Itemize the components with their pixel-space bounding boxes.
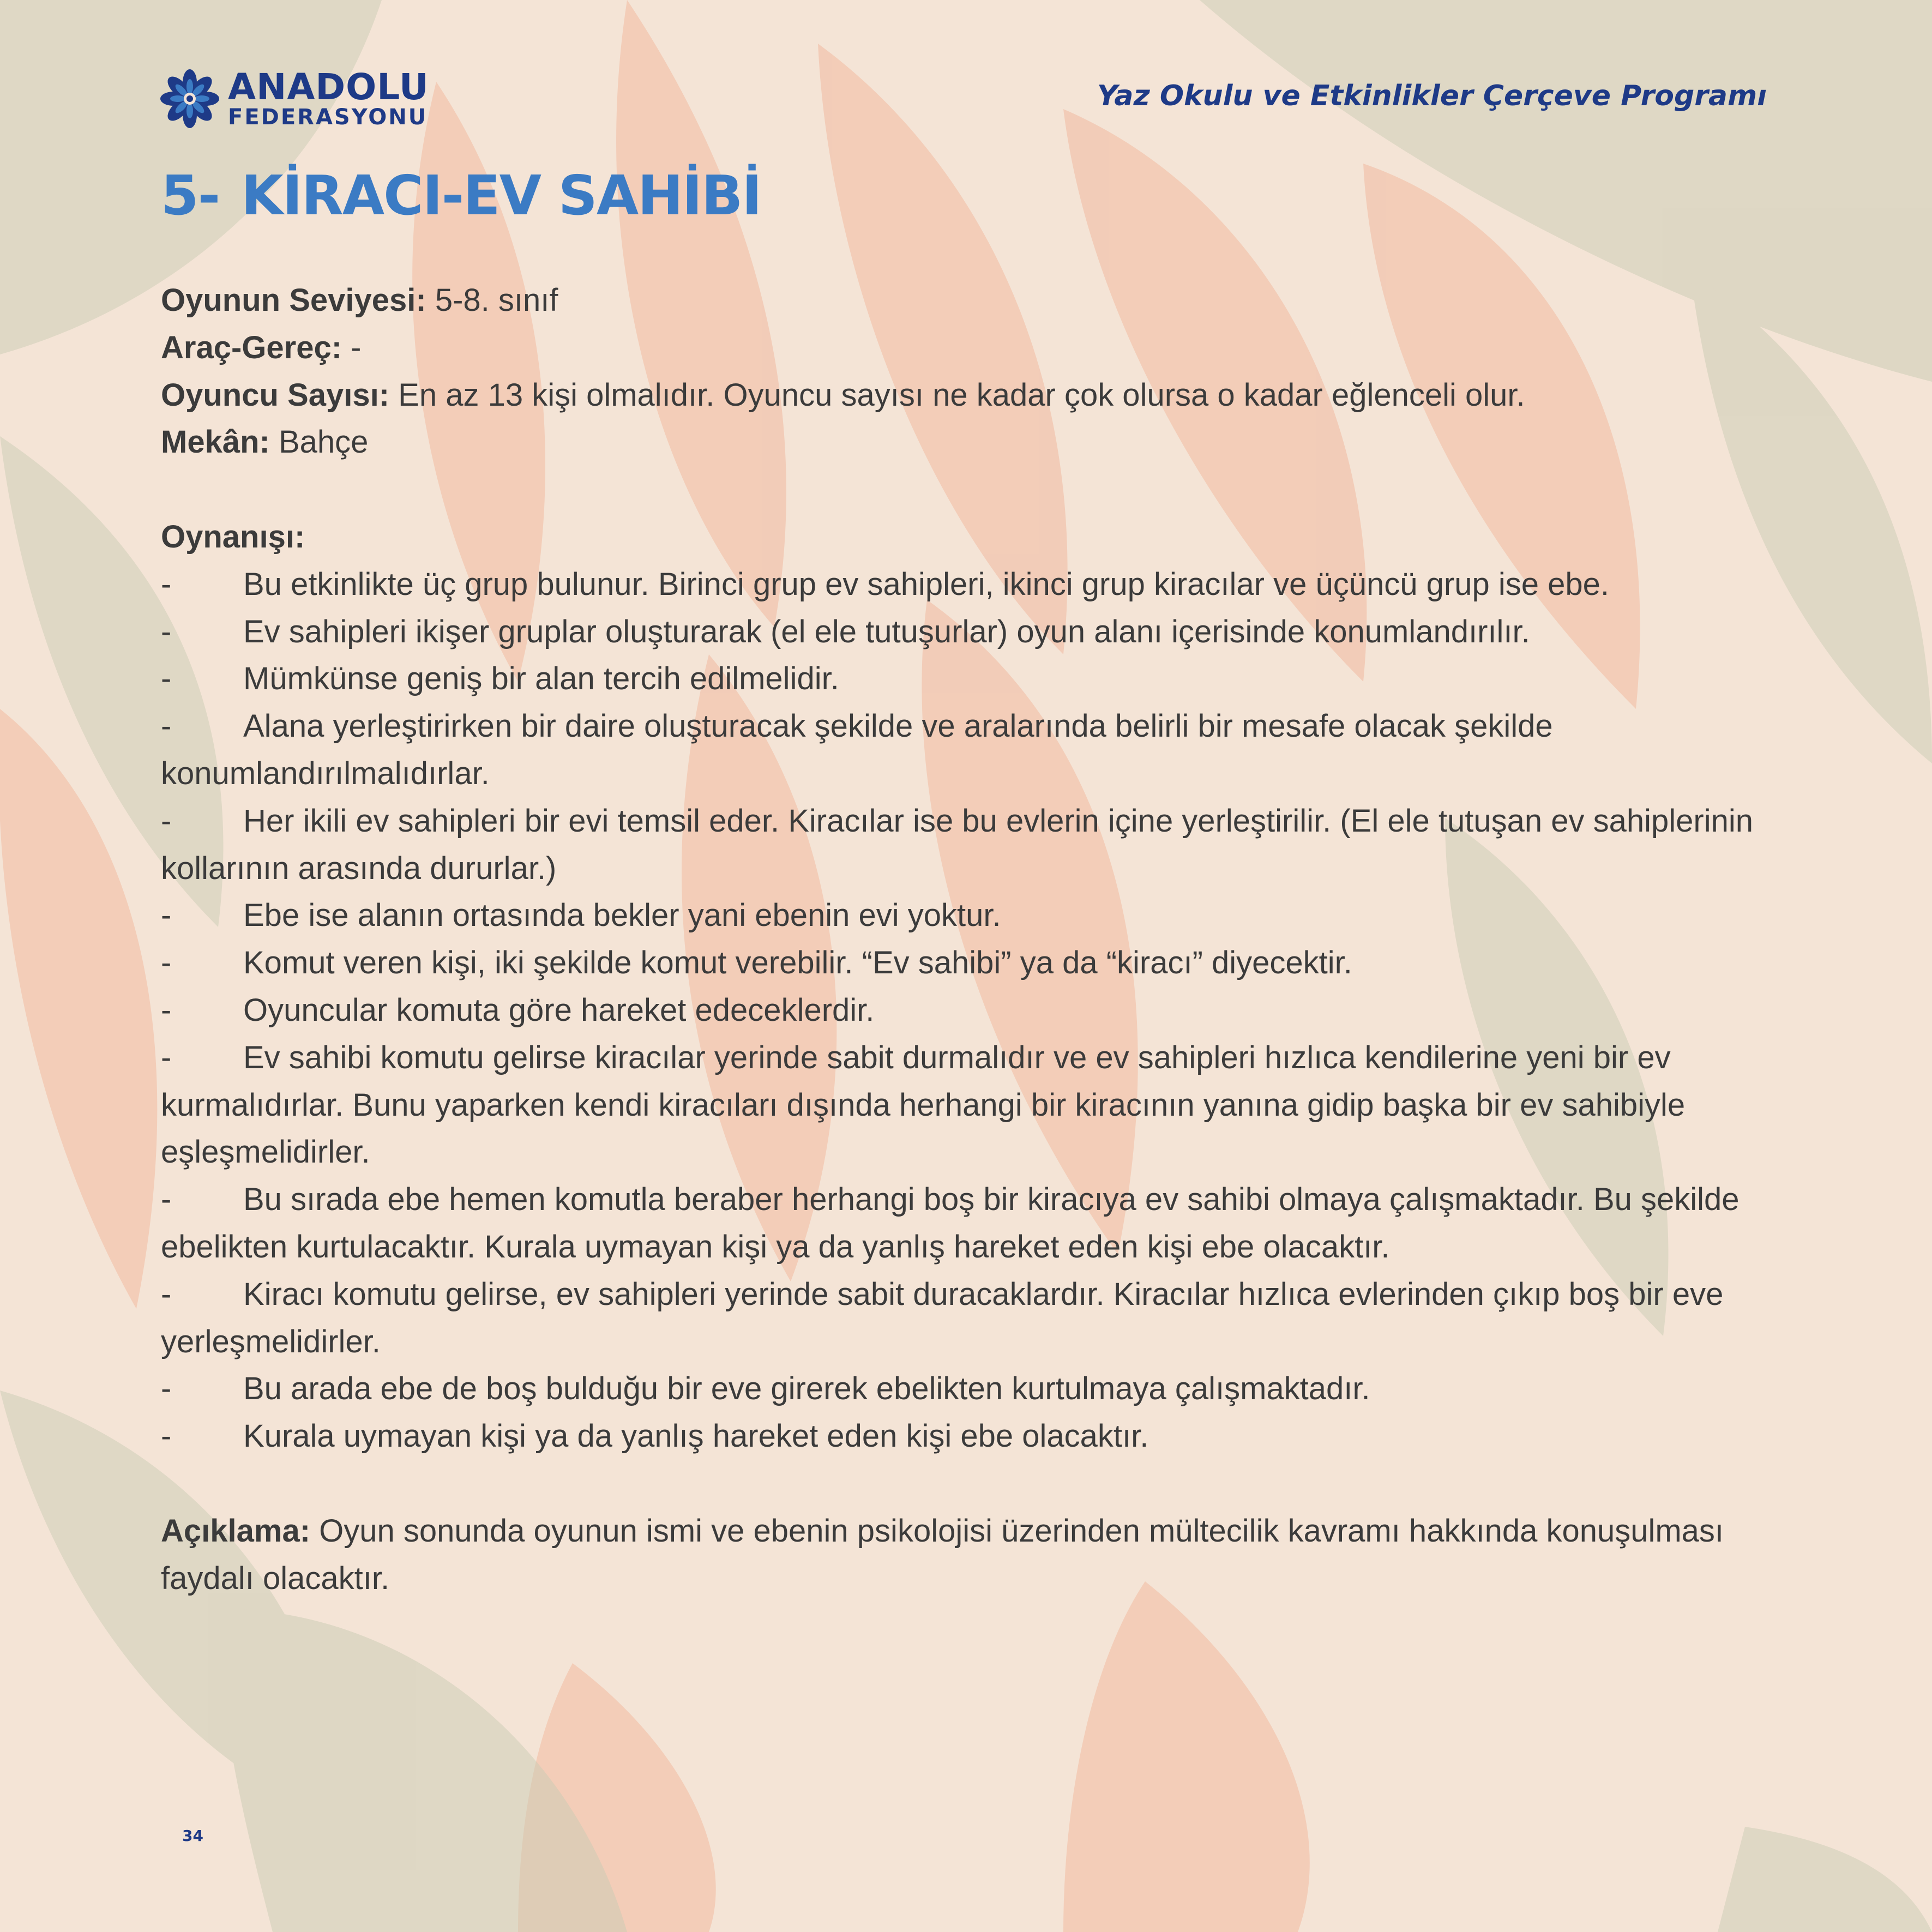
spacer	[161, 1460, 1775, 1508]
list-item	[161, 798, 1775, 893]
players-label: Oyuncu Sayısı:	[161, 377, 390, 413]
tools-value: -	[342, 329, 362, 365]
rosette-emblem-icon	[159, 68, 220, 129]
list-item	[161, 892, 1775, 940]
page-title	[161, 164, 761, 227]
bullet-dash: -	[161, 1039, 172, 1075]
list-item	[161, 1365, 1775, 1413]
level-label: Oyunun Seviyesi:	[161, 282, 426, 318]
tools-label: Araç-Gereç:	[161, 329, 342, 365]
list-item	[161, 1176, 1775, 1271]
logo-subtitle: FEDERASYONU	[228, 105, 428, 130]
list-item-text: Bu arada ebe de boş bulduğu bir eve girerek ebelikten kurtulmaya çalışmaktadır.	[243, 1371, 1370, 1407]
list-item-text: Kurala uymayan kişi ya da yanlış hareket eden kişi ebe olacaktır.	[243, 1418, 1149, 1454]
list-item-text: Kiracı komutu gelirse, ev sahipleri yerinde sabit duracaklardır. Kiracılar hızlıca evlerinden çıkıp boş bir eve yerleşmelidirler.	[161, 1276, 1724, 1359]
list-item	[161, 703, 1775, 798]
bullet-dash: -	[161, 1371, 172, 1407]
program-title: Yaz Okulu ve Etkinlikler Çerçeve Programı	[1097, 80, 1767, 112]
place-label: Mekân:	[161, 424, 270, 460]
document-body	[161, 277, 1775, 1602]
list-item-text: Ev sahipleri ikişer gruplar oluşturarak (el ele tutuşurlar) oyun alanı içerisinde konumlandırılır.	[243, 613, 1530, 649]
bullet-dash: -	[161, 992, 172, 1028]
players-value: En az 13 kişi olmalıdır. Oyuncu sayısı ne kadar çok olursa o kadar eğlenceli olur.	[389, 377, 1525, 413]
section-number: 5-	[161, 164, 220, 227]
bullet-dash: -	[161, 1418, 172, 1454]
list-item	[161, 561, 1775, 609]
level-value: 5-8. sınıf	[426, 282, 558, 318]
federation-logo	[159, 68, 429, 129]
list-item	[161, 1413, 1775, 1460]
bullet-dash: -	[161, 898, 172, 934]
info-players	[161, 372, 1775, 419]
bullet-dash: -	[161, 566, 172, 602]
spacer	[161, 466, 1775, 514]
list-item-text: Bu etkinlikte üç grup bulunur. Birinci grup ev sahipleri, ikinci grup kiracılar ve üçüncü grup ise ebe.	[243, 566, 1609, 602]
section-title: KİRACI-EV SAHİBİ	[241, 164, 761, 227]
info-tools	[161, 324, 1775, 372]
list-item-text: Mümkünse geniş bir alan tercih edilmelidir.	[243, 661, 839, 697]
explanation-text: Oyun sonunda oyunun ismi ve ebenin psikolojisi üzerinden mültecilik kavramı hakkında konuşulması faydalı olacaktır.	[161, 1513, 1724, 1596]
logo-name: ANADOLU	[228, 66, 429, 108]
list-item-text: Bu sırada ebe hemen komutla beraber herhangi boş bir kiracıya ev sahibi olmaya çalışmaktadır. Bu şekilde ebelikten kurtulacaktır. Kurala uymayan kişi ya da yanlış hareket eden kişi ebe olacaktır.	[161, 1182, 1740, 1265]
bullet-dash: -	[161, 803, 172, 839]
bullet-dash: -	[161, 708, 172, 744]
list-item-text: Alana yerleştirirken bir daire oluşturacak şekilde ve aralarında belirli bir mesafe olacak şekilde konumlandırılmalıdırlar.	[161, 708, 1553, 791]
explanation	[161, 1508, 1775, 1603]
list-item-text: Ebe ise alanın ortasında bekler yani ebenin evi yoktur.	[243, 898, 1001, 934]
gameplay-label: Oynanışı:	[161, 519, 305, 555]
page-number: 34	[182, 1827, 203, 1845]
list-item	[161, 609, 1775, 656]
bullet-dash: -	[161, 661, 172, 697]
info-level	[161, 277, 1775, 324]
place-value: Bahçe	[269, 424, 369, 460]
info-place	[161, 419, 1775, 466]
list-item	[161, 940, 1775, 987]
list-item-text: Komut veren kişi, iki şekilde komut verebilir. “Ev sahibi” ya da “kiracı” diyecektir.	[243, 945, 1352, 981]
bullet-dash: -	[161, 613, 172, 649]
list-item-text: Ev sahibi komutu gelirse kiracılar yerinde sabit durmalıdır ve ev sahipleri hızlıca kendilerine yeni bir ev kurmalıdırlar. Bunu yaparken kendi kiracıları dışında herhangi bir kiracının yanına gidip başka bir ev sahibiyle eşleşmelidirler.	[161, 1039, 1686, 1170]
bullet-dash: -	[161, 945, 172, 981]
list-item	[161, 655, 1775, 703]
list-item	[161, 987, 1775, 1034]
bullet-dash: -	[161, 1276, 172, 1312]
list-item-text: Her ikili ev sahipleri bir evi temsil eder. Kiracılar ise bu evlerin içine yerleştirilir. (El ele tutuşan ev sahiplerinin kollarının arasında dururlar.)	[161, 803, 1753, 886]
gameplay-list	[161, 561, 1775, 1460]
explanation-label: Açıklama:	[161, 1513, 311, 1549]
list-item	[161, 1271, 1775, 1366]
list-item	[161, 1034, 1775, 1176]
bullet-dash: -	[161, 1182, 172, 1218]
list-item-text: Oyuncular komuta göre hareket edeceklerdir.	[243, 992, 875, 1028]
